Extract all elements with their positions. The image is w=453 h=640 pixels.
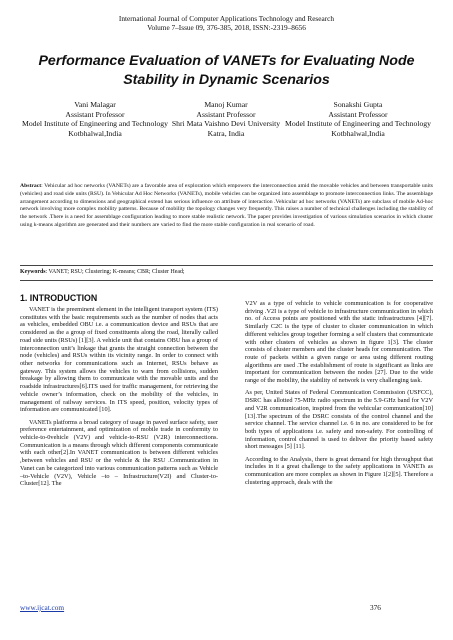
footer-link[interactable]: www.ijcat.com <box>20 603 65 612</box>
author-name: Vani Malagar <box>74 100 116 109</box>
author-block <box>20 100 433 180</box>
author-1 <box>20 100 170 138</box>
keywords-text: : VANET; RSU; Clustering; K-means; CBR; Cluster Head; <box>45 268 185 275</box>
paragraph: As per, United States of Federal Communication Commission (USFCC), DSRC has allotted 75-MHz radio spectrum in the 5.9-GHz band for V2V and V2R communication, inspired from the vehicular communication[10][13].The spectrum of the DSRC consists of the control channel and the service channel. The service channel i.e. 6 in no. are considered to be for both types of applications i.e. safety and non-safety. For controlling of information, control channel is used to deliver the priority based safety short messages [5] [11]. <box>245 389 433 451</box>
abstract <box>20 183 433 230</box>
paragraph: According to the Analysis, there is great demand for high throughput that includes in it a great challenge to the safety applications in VANETs as communication are more complex as shown in Figure 1[2][5]. Therefore a clustering approach, deals with the <box>245 455 433 486</box>
paper-title: Performance Evaluation of VANETs for Evaluating Node Stability in Dynamic Scenarios <box>38 53 415 88</box>
keywords <box>20 269 433 277</box>
journal-header <box>0 15 453 33</box>
section-heading: 1. INTRODUCTION <box>20 293 98 303</box>
keywords-label: Keywords <box>20 268 46 275</box>
journal-volume: Volume 7–Issue 09, 376-385, 2018, ISSN:-2319–8656 <box>147 22 306 32</box>
author-role: Assistant Professor <box>65 109 125 119</box>
paragraph: VANET is the preeminent element in the intelligent transport system (ITS) constitutes with the basic requirements such as the number of nodes that acts as vehicles, embedded OBU i.e. a communication device and RSUs that are considered as the a group of fixed constituents along the road, literally called road side units (RSUs) [1][3]. A vehicle unit that contains OBU has a group of interconnection unit’s linkage that grants the straight connection between the node (vehicles) and RSUs within its vicinity range. In order to connect with other networks for communications such as Internet, RSUs behave as gateway. This system allows the vehicles to warn from collisions, sudden breakage by allowing them to communicate with the movable units and the roadside infrastructures[6].ITS used for traffic management, for retrieving the vehicle owner’s information, check on the mobility of the vehicles, in management of railway services. In ITS speed, position, velocity types of information are communicated [10]. <box>20 306 218 414</box>
paragraph: VANETs platforms a broad category of usage in paved surface safety, user preference entertainment, and optimization of mobile trade in conformity to vehicle-to-0vehicle (V2V) and vehicle-to-RSU (V2R) interconnections. Communication is a means through which different components communicate with each other[2].In VANET communication is between different vehicles ,between vehicles and RSU or the vehicle & the RSU .Communication in Vanet can be categorized into various communication patterns such as Vehicle –to-Vehicle (V2V), Vehicle –to – Infrastructure(V2I) and Cluster-to-Cluster[12]. The <box>20 418 218 488</box>
author-location: Kotbhalwal,India <box>331 128 385 138</box>
author-location: Kotbhalwal,India <box>68 128 122 138</box>
journal-name: International Journal of Computer Applications Technology and Research <box>118 14 335 23</box>
author-name: Manoj Kumar <box>204 100 248 109</box>
author-affiliation: Model Institute of Engineering and Technology <box>285 119 431 129</box>
abstract-text: : Vehicular ad hoc networks (VANETs) are a favorable area of exploration which empowers the interconnection amid the movable vehicles and between transportable units (vehicles) and road side units (RSU). In Vehicular Ad Hoc Networks (VANETs), mobile vehicles can be organized into assemblage to promote interconnection links. The assemblage arrangement according to dimensions and geographical extend has serious influence on attribute of interaction .Vehicular ad hoc networks (VANETs) are subclass of mobile Ad-hoc network involving more complex mobility patterns. Because of mobility the topology changes very frequently. This raises a number of technical challenges including the stability of the network .There is a need for assemblage configuration leading to more stable realistic network. The paper provides investigation of various simulation scenarios in which cluster using k-means algorithm are generated and their numbers are varied to find the more stable configuration in real scenario of road. <box>20 183 433 228</box>
right-column <box>245 300 433 491</box>
page-number: 376 <box>370 603 381 612</box>
abstract-label: Abstract <box>20 183 42 189</box>
author-name: Sonakshi Gupta <box>333 100 383 109</box>
author-role: Assistant Professor <box>196 109 256 119</box>
author-role: Assistant Professor <box>328 109 388 119</box>
author-3 <box>283 100 433 138</box>
left-column <box>20 293 218 493</box>
divider <box>20 280 433 281</box>
author-affiliation: Model Institute of Engineering and Technology <box>22 119 168 129</box>
divider <box>20 265 433 266</box>
author-location: Katra, India <box>207 128 245 138</box>
author-affiliation: Shri Mata Vaishno Devi University <box>171 119 281 129</box>
paragraph: V2V as a type of vehicle to vehicle communication is for cooperative driving .V2I is a type of vehicle to infrastructure communication in which no. of Access points are positioned with the static infrastructures [4][7]. Similarly C2C is the type of cluster to cluster communication in which different vehicles group together forming a self clusters that communicate with other clusters of vehicles as shown in figure 1[3]. The cluster consists of cluster members and the cluster heads for communication. The route of packets within a given range or area using different routing algorithms are used .The establishment of route is significant as links are important for communication between the nodes [27]. Due to the wide range of the mobility, the stability of network is very challenging task. <box>245 300 433 385</box>
author-2 <box>151 100 301 138</box>
